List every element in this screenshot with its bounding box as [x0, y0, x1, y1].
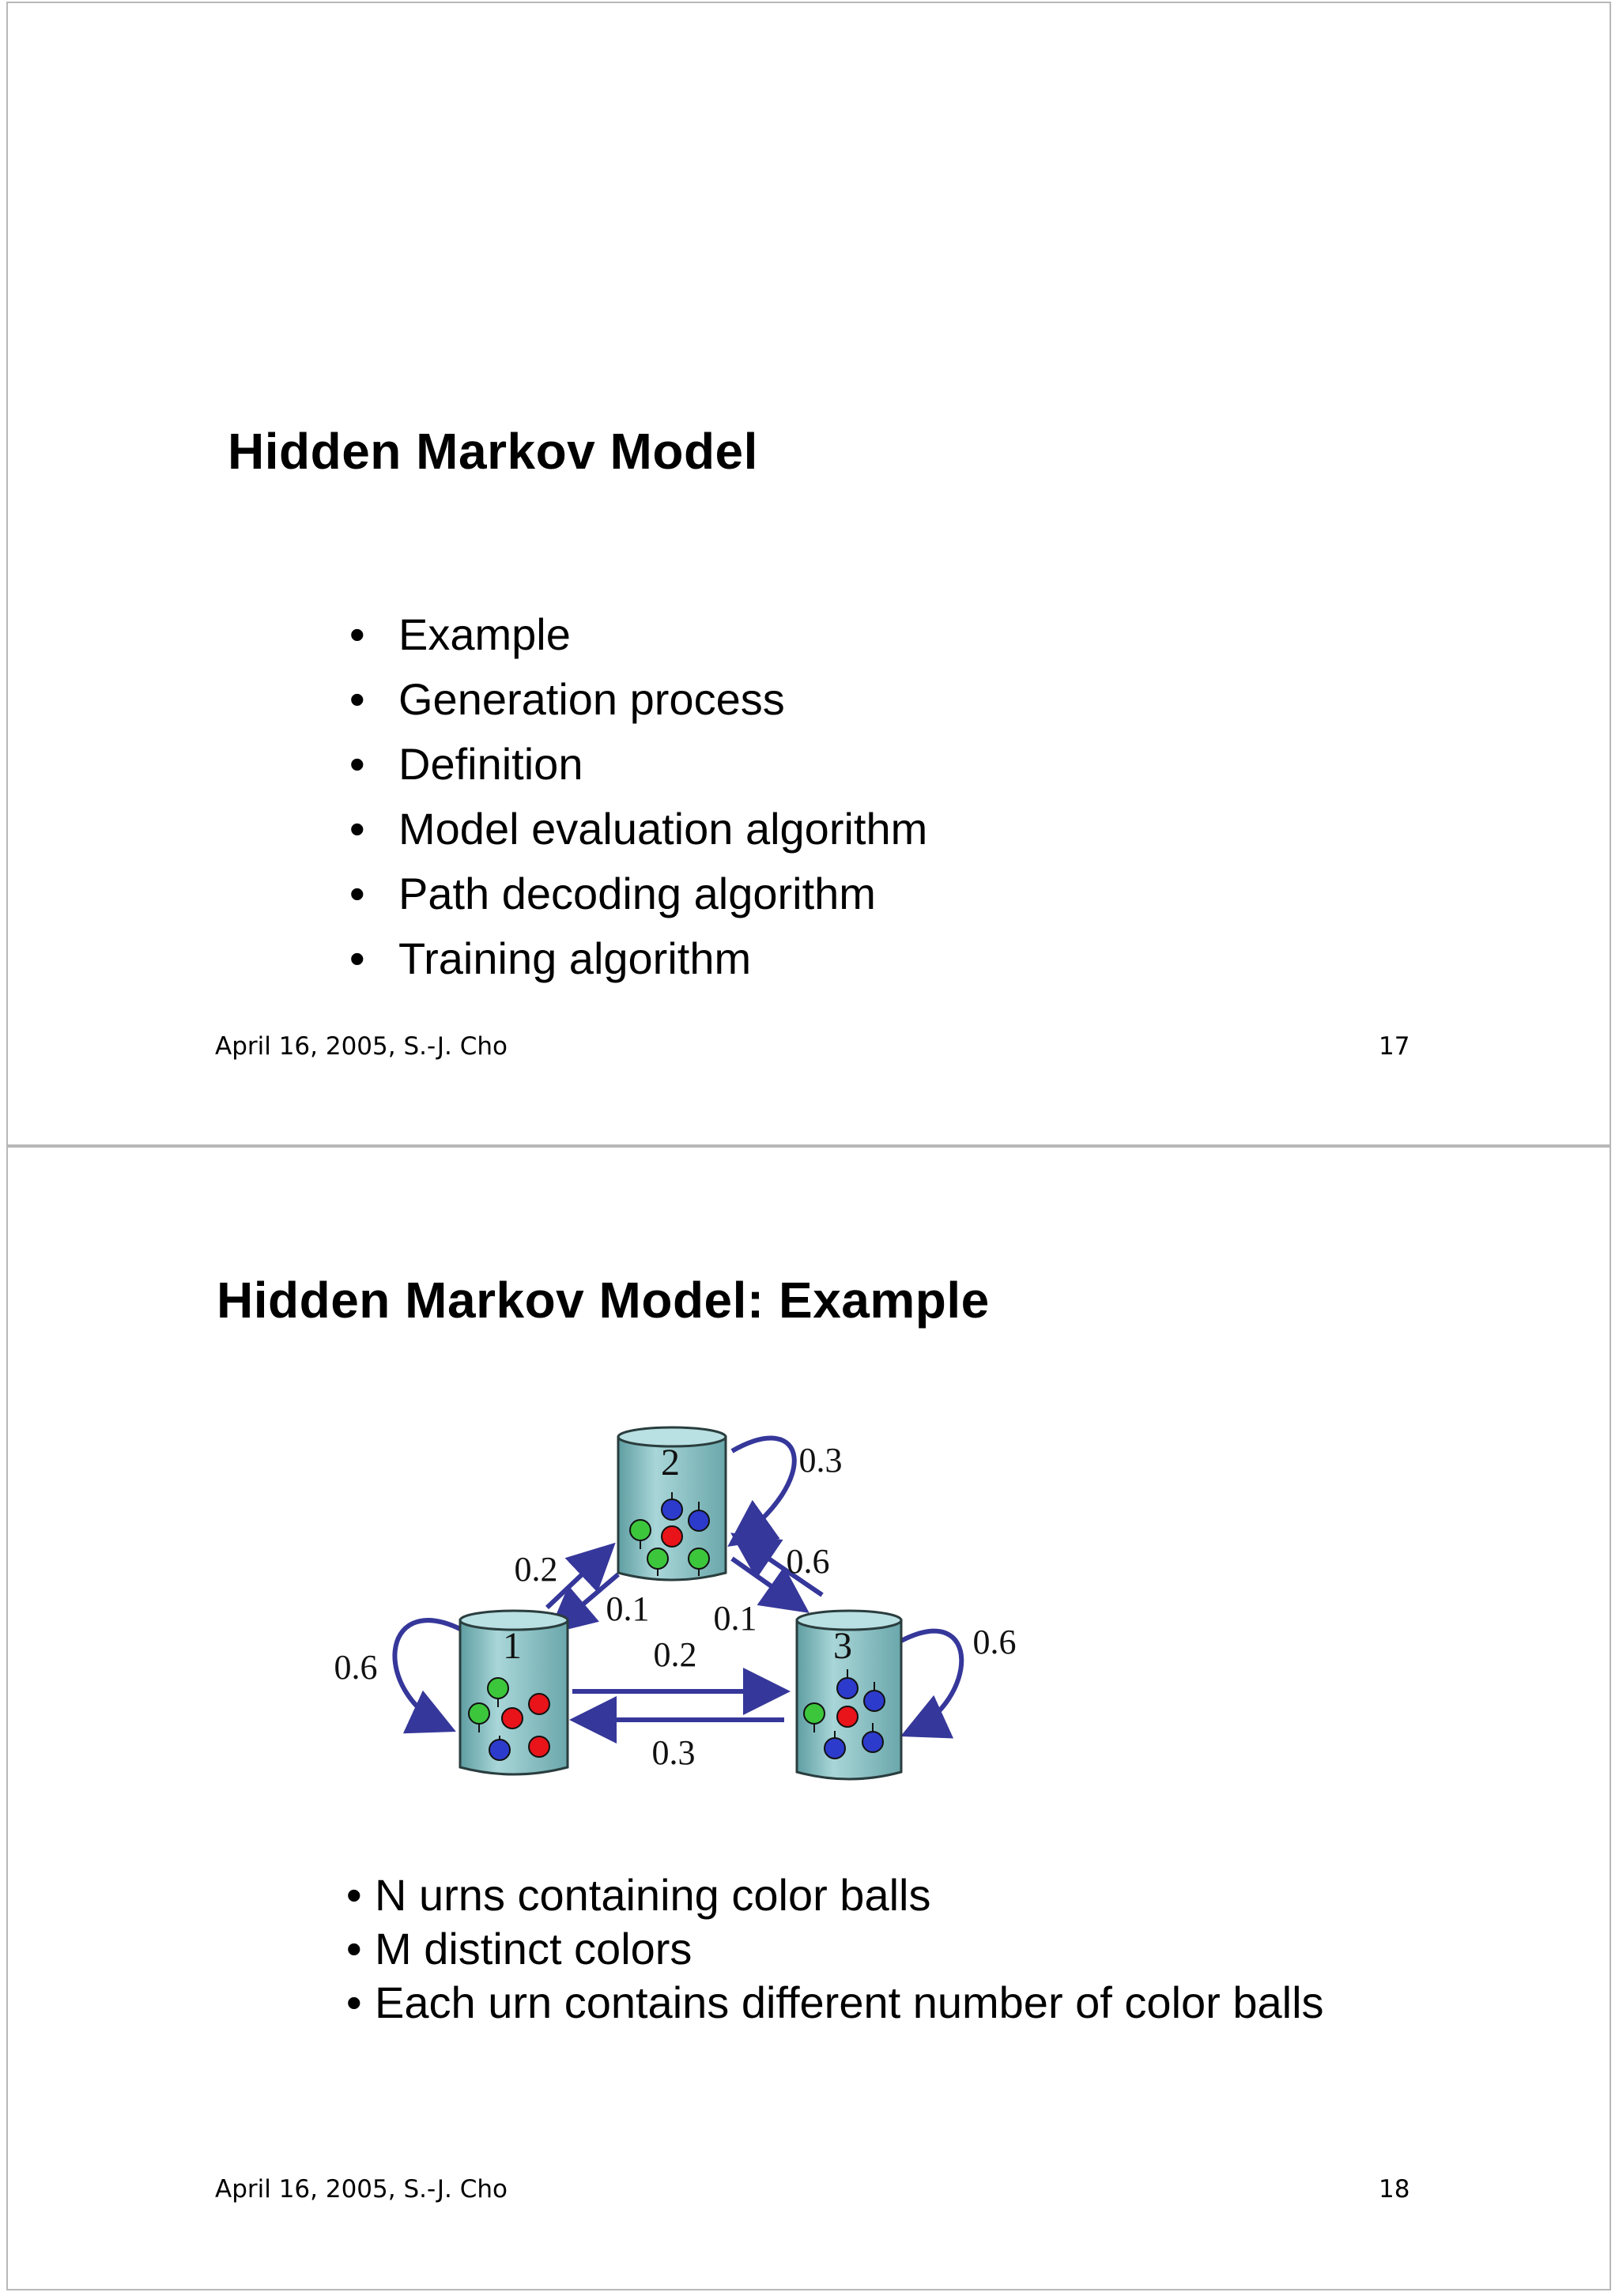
ball-blue — [689, 1510, 709, 1531]
transition-label: 0.6 — [334, 1648, 378, 1687]
ball-green — [689, 1548, 709, 1569]
ball-red — [662, 1526, 682, 1547]
page-number: 18 — [1379, 2175, 1410, 2204]
transition-label: 0.2 — [514, 1550, 558, 1589]
ball-red — [502, 1708, 523, 1729]
ball-blue — [489, 1740, 510, 1760]
urn-1 — [460, 1611, 568, 1774]
transition-label: 0.1 — [606, 1589, 650, 1628]
urn-3 — [797, 1611, 901, 1779]
transition-label: 0.2 — [653, 1635, 697, 1674]
bullet-item: • Model evaluation algorithm — [349, 797, 927, 861]
bullet-item: • Example — [349, 602, 927, 667]
ball-red — [529, 1736, 549, 1757]
bullet-list — [346, 1868, 1324, 2030]
ball-red — [529, 1694, 549, 1714]
ball-green — [804, 1703, 825, 1724]
slide-title: Hidden Markov Model — [228, 423, 758, 480]
transition-label: 0.6 — [786, 1542, 830, 1581]
urn-label: 3 — [833, 1625, 852, 1667]
ball-blue — [825, 1738, 845, 1759]
ball-blue — [837, 1678, 858, 1698]
bullet-item: • M distinct colors — [346, 1922, 1324, 1976]
page-number: 17 — [1379, 1032, 1410, 1061]
bullet-item: • Each urn contains different number of color balls — [346, 1976, 1324, 2030]
bullet-item: • Definition — [349, 732, 927, 797]
ball-green — [469, 1703, 489, 1724]
ball-green — [630, 1520, 651, 1540]
bullet-item: • Generation process — [349, 667, 927, 732]
footer-date-author: April 16, 2005, S.-J. Cho — [215, 1032, 508, 1061]
ball-green — [647, 1548, 668, 1569]
ball-blue — [862, 1732, 883, 1752]
transition-label: 0.3 — [798, 1441, 843, 1480]
bullet-item: • Training algorithm — [349, 926, 927, 991]
urn-label: 2 — [661, 1442, 680, 1484]
footer-date-author: April 16, 2005, S.-J. Cho — [215, 2175, 508, 2204]
self-loop-arrow-1 — [394, 1620, 460, 1728]
urn-diagram — [8, 1148, 1613, 2292]
transition-label: 0.3 — [651, 1733, 696, 1772]
bullet-item: • N urns containing color balls — [346, 1868, 1324, 1922]
bullet-item: • Path decoding algorithm — [349, 861, 927, 926]
slide-18 — [6, 1146, 1611, 2290]
ball-blue — [662, 1499, 682, 1520]
ball-blue — [864, 1691, 885, 1711]
bullet-list — [349, 602, 927, 991]
ball-red — [837, 1706, 858, 1727]
urn-label: 1 — [503, 1625, 522, 1667]
slide-17 — [6, 2, 1611, 1146]
self-loop-arrow-2 — [732, 1438, 794, 1541]
slide-title: Hidden Markov Model: Example — [217, 1272, 990, 1329]
urn-2 — [618, 1427, 726, 1580]
transition-label: 0.1 — [713, 1599, 757, 1638]
transition-label: 0.6 — [972, 1623, 1017, 1661]
hmm-urn-diagram — [8, 1148, 1613, 2292]
self-loop-arrow-3 — [901, 1631, 961, 1732]
ball-green — [488, 1678, 508, 1698]
